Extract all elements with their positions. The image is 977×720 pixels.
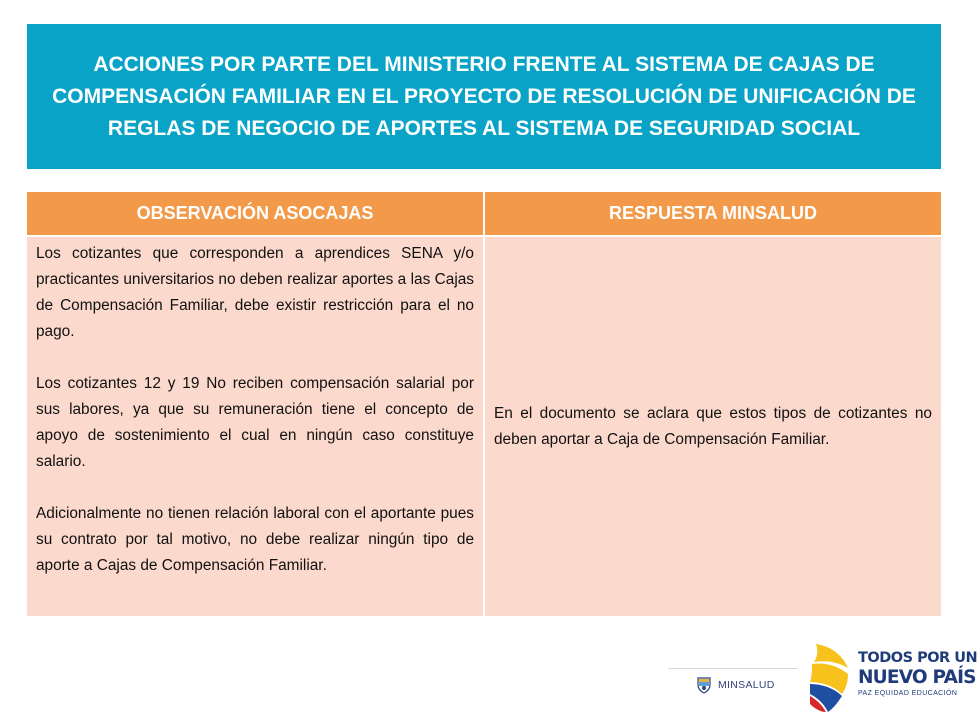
slogan-line-1: TODOS POR UN bbox=[858, 650, 977, 666]
table-row bbox=[27, 237, 941, 616]
observation-paragraph-3: Adicionalmente no tienen relación laboral con el aportante pues su contrato por tal motivo, no debe realizar ningún tipo de aporte a Cajas de Compensación Familiar. bbox=[36, 505, 474, 574]
slogan-line-3: PAZ EQUIDAD EDUCACIÓN bbox=[858, 690, 958, 697]
observation-paragraph-1: Los cotizantes que corresponden a aprendices SENA y/o practicantes universitarios no deben realizar aportes a las Cajas de Compensación Familiar, debe existir restricción para el no pago. bbox=[36, 245, 474, 340]
table-header-row bbox=[27, 192, 941, 237]
coat-of-arms-icon bbox=[696, 676, 712, 694]
page-title: ACCIONES POR PARTE DEL MINISTERIO FRENTE AL SISTEMA DE CAJAS DE COMPENSACIÓN FAMILIAR EN EL PROYECTO DE RESOLUCIÓN DE UNIFICACIÓN DE REGLAS DE NEGOCIO DE APORTES AL SISTEMA DE SEGURIDAD SOCIAL bbox=[52, 52, 916, 140]
minsalud-text: MINSALUD bbox=[718, 678, 775, 691]
minsalud-logo bbox=[668, 668, 798, 700]
todos-por-un-nuevo-pais-logo bbox=[858, 650, 977, 699]
observations-table bbox=[27, 192, 941, 616]
response-cell bbox=[483, 237, 941, 616]
slogan-line-2: NUEVO PAÍS bbox=[858, 667, 976, 688]
header-observacion: OBSERVACIÓN ASOCAJAS bbox=[136, 203, 374, 223]
header-respuesta: RESPUESTA MINSALUD bbox=[483, 192, 941, 235]
response-paragraph: En el documento se aclara que estos tipos de cotizantes no deben aportar a Caja de Compensación Familiar. bbox=[494, 404, 932, 448]
title-banner bbox=[27, 24, 941, 169]
flag-swoosh-icon bbox=[808, 642, 856, 714]
observation-paragraph-2: Los cotizantes 12 y 19 No reciben compensación salarial por sus labores, ya que su remuneración tiene el concepto de apoyo de sostenimiento el cual en ningún caso constituye salario. bbox=[36, 375, 474, 470]
footer-logos bbox=[668, 640, 977, 715]
observation-cell bbox=[27, 237, 483, 616]
